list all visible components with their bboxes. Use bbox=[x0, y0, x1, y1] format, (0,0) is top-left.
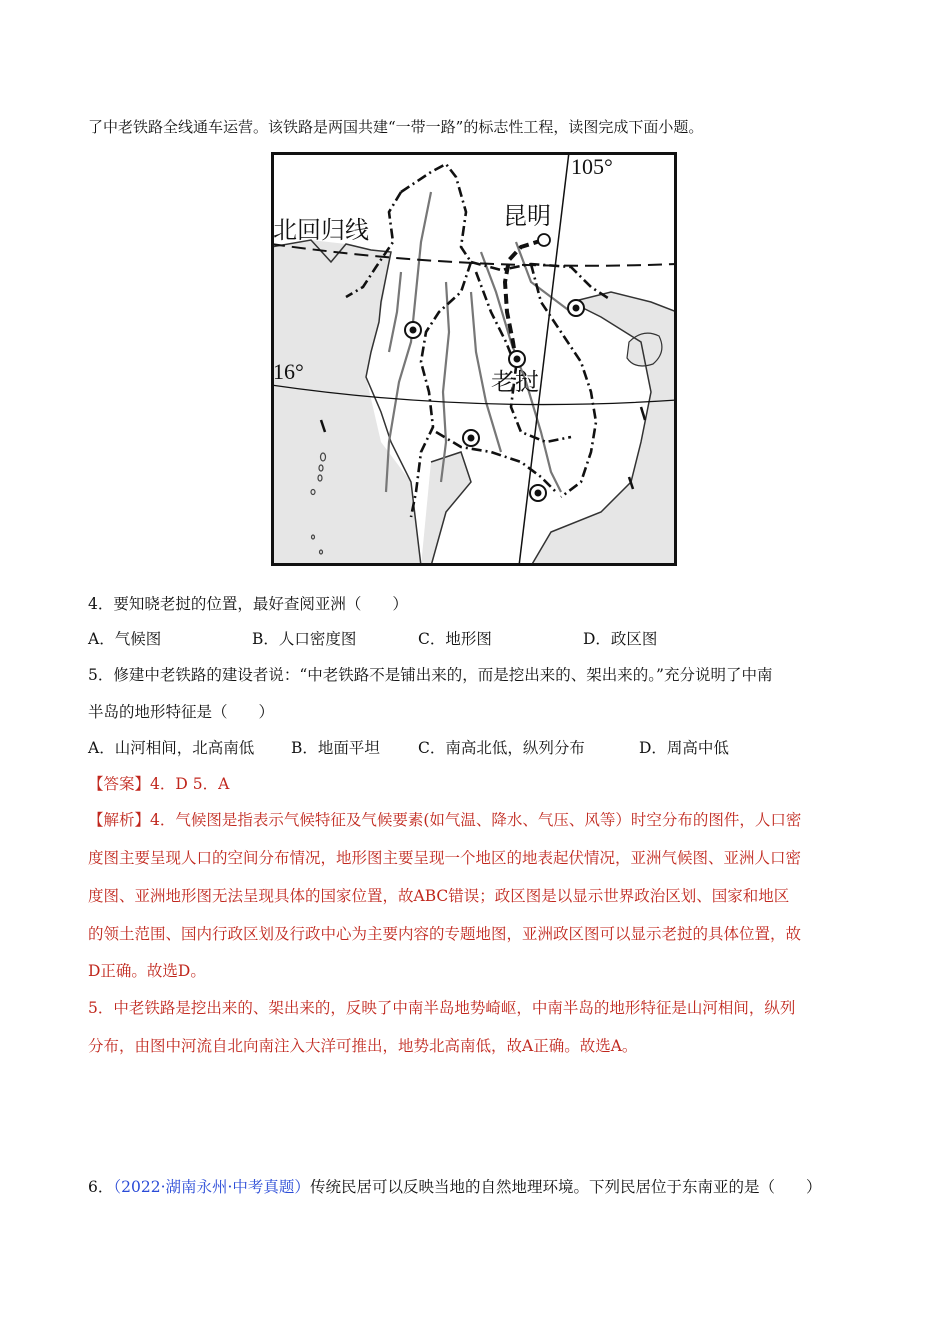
q4-option-c: C．地形图 bbox=[418, 630, 492, 648]
answer-line: 【答案】4．D 5．A bbox=[88, 775, 230, 793]
q6-stem: 传统民居可以反映当地的自然地理环境。下列民居位于东南亚的是（ ） bbox=[309, 1178, 822, 1196]
label-vientiane: 老挝 bbox=[491, 368, 539, 396]
analysis-line: 的领土范围、国内行政区划及行政中心为主要内容的专题地图，亚洲政区图可以显示老挝的具体位置，故 bbox=[88, 925, 802, 943]
q4-stem: 4．要知晓老挝的位置，最好查阅亚洲（ ） bbox=[88, 595, 408, 613]
q5-option-a: A．山河相间，北高南低 bbox=[88, 739, 255, 757]
map-figure bbox=[271, 152, 677, 566]
analysis-line: D正确。故选D。 bbox=[88, 962, 206, 980]
label-lon: 105° bbox=[571, 154, 613, 179]
q5-option-b: B．地面平坦 bbox=[291, 739, 380, 757]
q4-option-b: B．人口密度图 bbox=[252, 630, 357, 648]
q5-option-d: D．周高中低 bbox=[639, 739, 729, 757]
analysis-line: 度图主要呈现人口的空间分布情况，地形图主要呈现一个地区的地表起伏情况，亚洲气候图、亚洲人口密 bbox=[88, 849, 802, 867]
analysis-line: 5．中老铁路是挖出来的、架出来的，反映了中南半岛地势崎岖，中南半岛的地形特征是山河相间，纵列 bbox=[88, 999, 796, 1017]
q5-stem-line1: 5．修建中老铁路的建设者说：“中老铁路不是铺出来的，而是挖出来的、架出来的。”充分说明了中南 bbox=[88, 666, 773, 684]
q4-option-a: A．气候图 bbox=[88, 630, 162, 648]
q6-line bbox=[88, 1177, 821, 1197]
analysis-line: 度图、亚洲地形图无法呈现具体的国家位置，故ABC错误；政区图是以显示世界政治区划、国家和地区 bbox=[88, 887, 790, 905]
q4-option-d: D．政区图 bbox=[583, 630, 658, 648]
analysis-line: 分布，由图中河流自北向南注入大洋可推出，地势北高南低，故A正确。故选A。 bbox=[88, 1037, 638, 1055]
label-kunming: 昆明 bbox=[503, 202, 551, 230]
q5-stem-line2: 半岛的地形特征是（ ） bbox=[88, 703, 275, 721]
analysis-line: 【解析】4．气候图是指表示气候特征及气候要素(如气温、降水、气压、风等）时空分布的图件，人口密 bbox=[88, 811, 802, 829]
q6-source: （2022·湖南永州·中考真题） bbox=[113, 1178, 310, 1196]
q6-number: 6． bbox=[88, 1178, 114, 1196]
kunming-marker bbox=[538, 234, 550, 246]
label-lat: 16° bbox=[273, 359, 304, 384]
label-tropic: 北回归线 bbox=[273, 216, 369, 244]
intro-text: 了中老铁路全线通车运营。该铁路是两国共建“一带一路”的标志性工程，读图完成下面小题。 bbox=[88, 118, 704, 136]
q5-option-c: C．南高北低，纵列分布 bbox=[418, 739, 585, 757]
